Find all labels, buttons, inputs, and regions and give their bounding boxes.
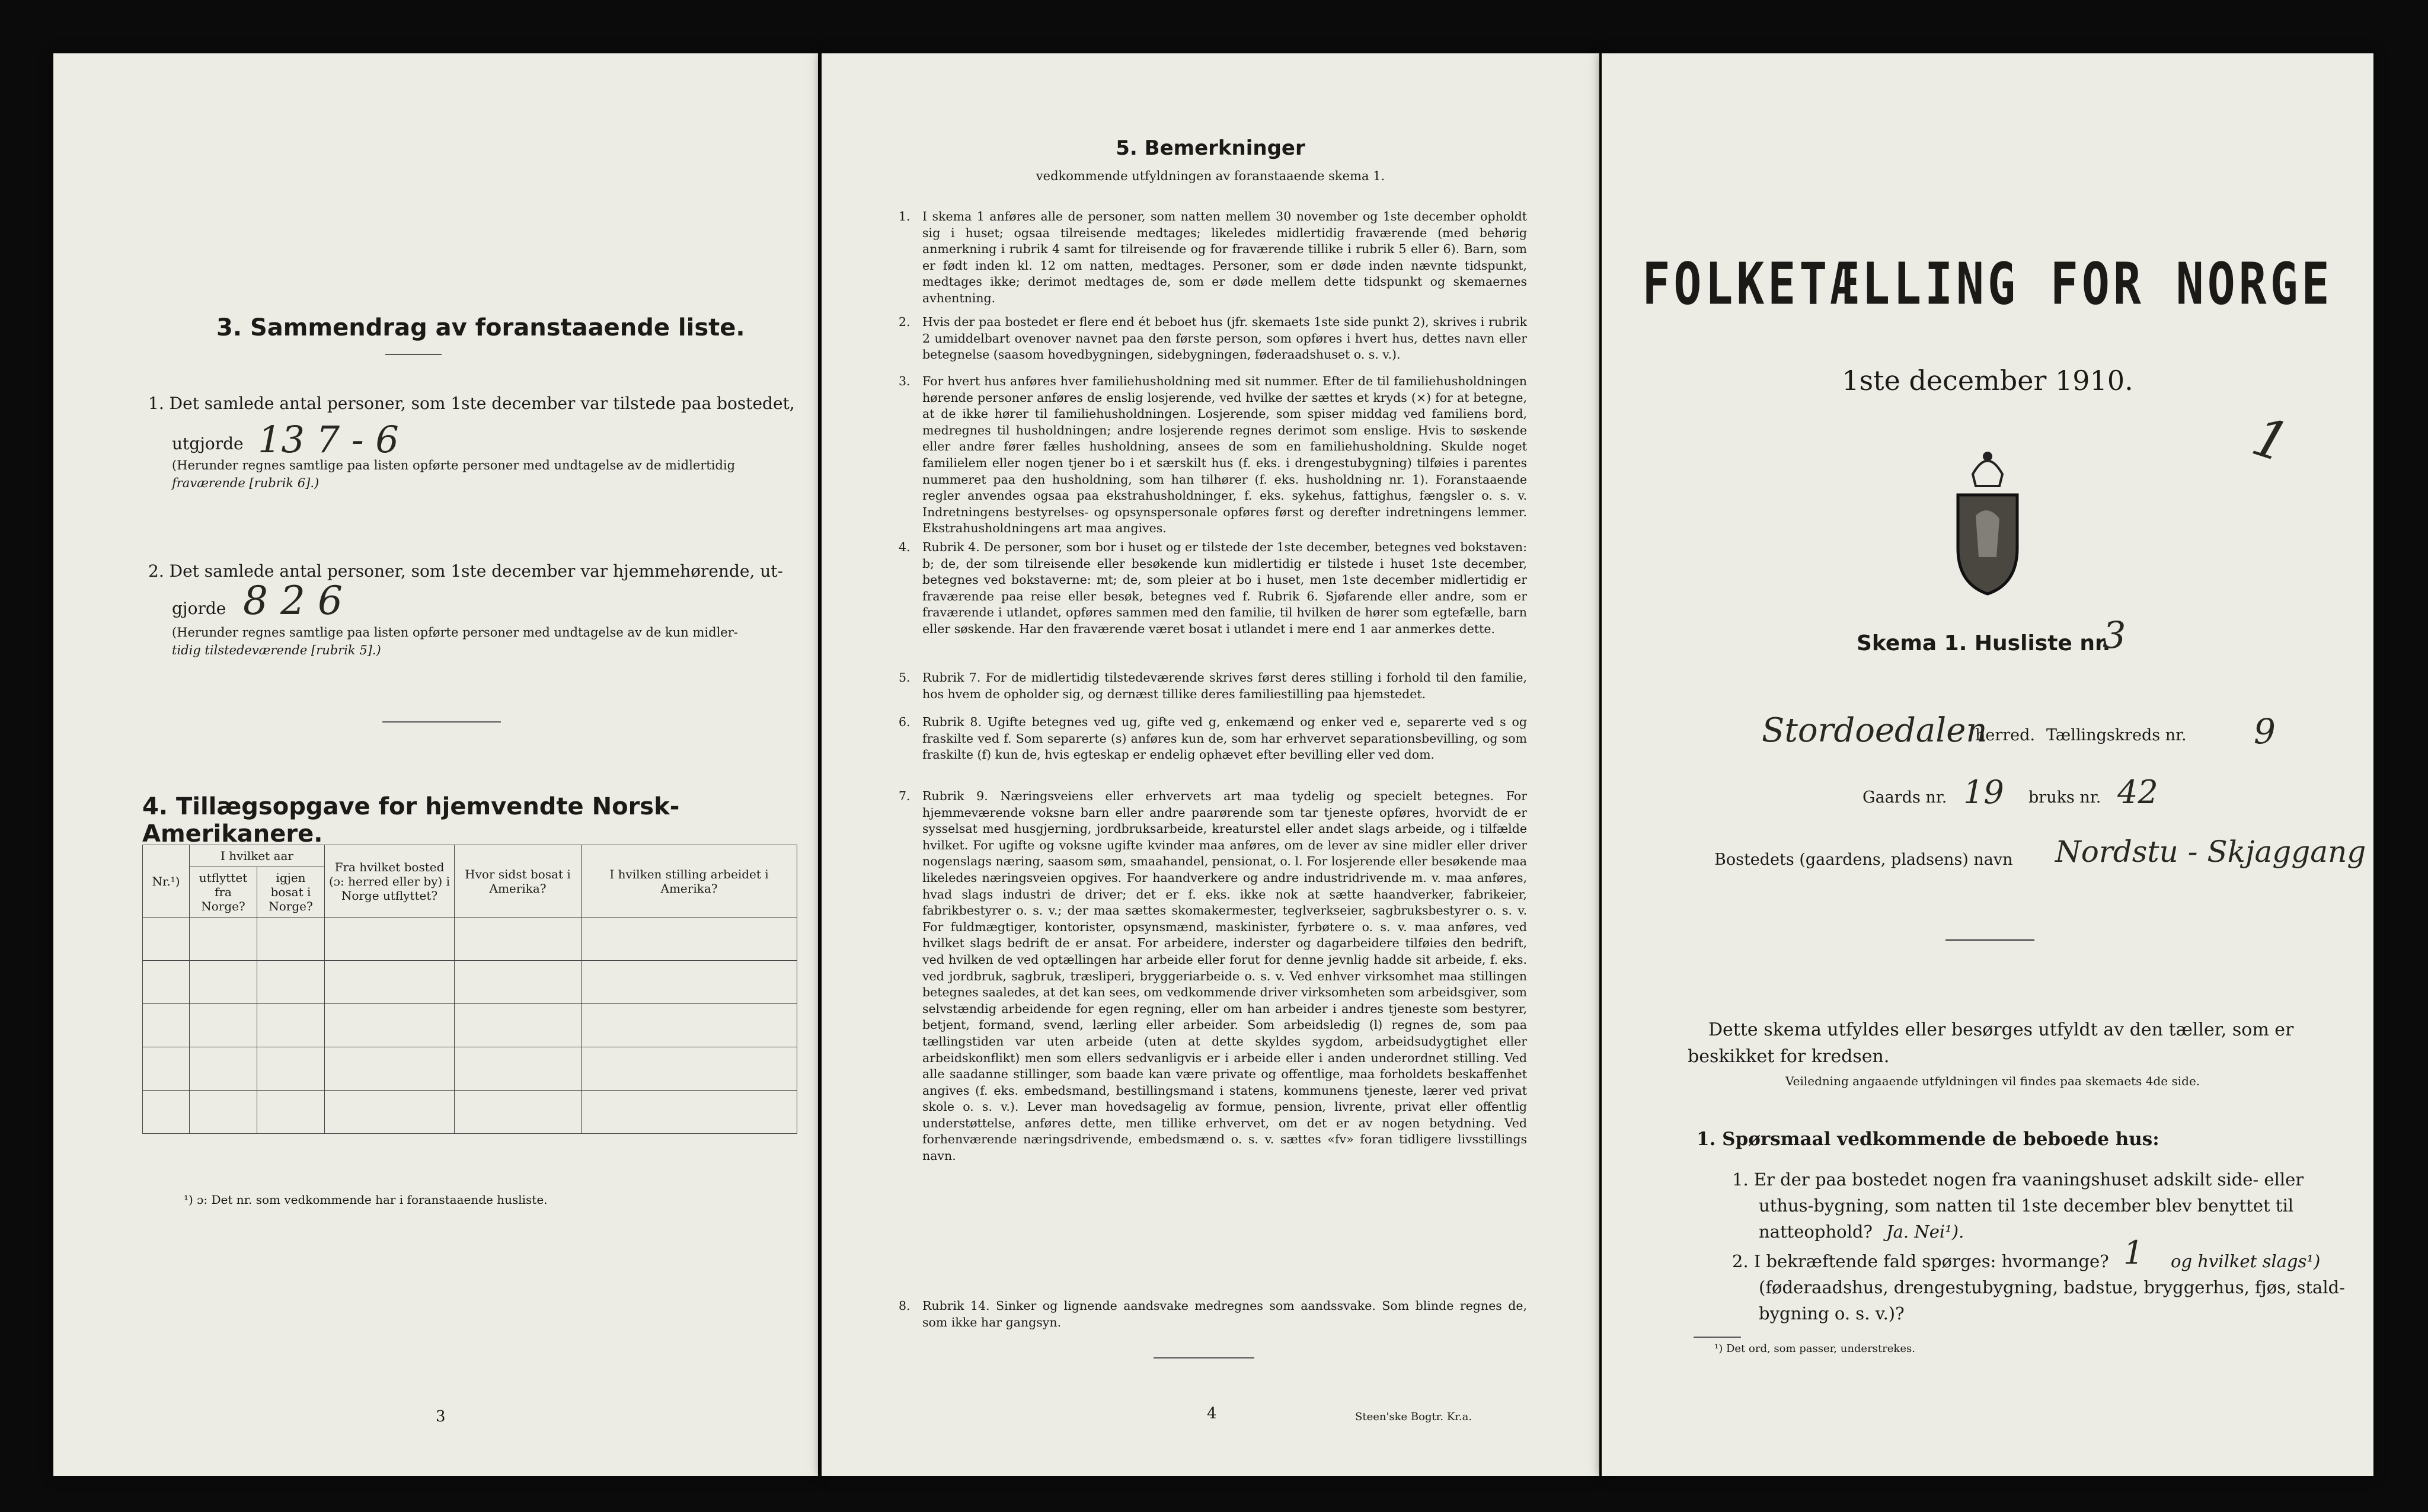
coat-of-arms-icon: [1949, 439, 2026, 599]
col-year: I hvilket aar: [190, 845, 325, 867]
norsk-amerikanere-table: [142, 845, 797, 1134]
herred-label: herred.: [1975, 726, 2036, 744]
item2-handwritten-value: 8 2 6: [243, 578, 343, 624]
section3-title: 3. Sammendrag av foranstaaende liste.: [216, 314, 745, 341]
footnote: ¹) Det ord, som passer, understrekes.: [1714, 1342, 1915, 1355]
bruks-value: 42: [2117, 773, 2158, 811]
q2-line-3: bygning o. s. v.)?: [1759, 1303, 1905, 1324]
item1-handwritten-value: 13 7 - 6: [258, 418, 399, 461]
table-row: [143, 918, 797, 961]
herred-value: Stordoedalen: [1762, 711, 1988, 750]
remark-4: 4. Rubrik 4. De personer, som bor i huset og er tilstede der 1ste december, betegnes ved bokstaven: b; de, der som tilreisende eller besøkende kun midlertidig er tilstede i huset 1ste december, betegnes ved bokstaverne: mt; de, som pleier at bo i huset, men 1ste december midlertidig er fraværende paa reise eller besøk, betegnes ved f. Rubrik 6. Sjøfarende eller andre, som er fraværende i utlandet, opføres sammen med den familie, til hvilken de hører som egtefælle, barn eller søskende. Har den fraværende været bosat i utlandet i mere end 1 aar anmerkes dette.: [899, 540, 1527, 636]
kreds-value: 9: [2254, 711, 2276, 752]
table-row: [143, 961, 797, 1004]
q2-mid: og hvilket slags¹): [2171, 1251, 2321, 1271]
col-emigrated: utflyttet fra Norge?: [190, 867, 257, 918]
intro-note: Veiledning angaaende utfyldningen vil findes paa skemaets 4de side.: [1785, 1074, 2200, 1088]
item1-prefix: utgjorde: [172, 434, 244, 453]
census-date: 1ste december 1910.: [1842, 365, 2133, 397]
item1-text: 1. Det samlede antal personer, som 1ste december var tilstede paa bostedet,: [148, 394, 795, 413]
item2-text: 2. Det samlede antal personer, som 1ste december var hjemmehørende, ut-: [148, 561, 783, 581]
remark-7: 7. Rubrik 9. Næringsveiens eller erhvervets art maa tydelig og specielt betegnes. For hjemmeværende voksne barn eller andre paarørende som tar tjeneste opføres, hvorvidt de er sysselsat med husgjerning, jordbruksarbeide, kreaturstel eller andet slags arbeide, og i tilfælde hvilket. For ugifte og voksne ugifte kvinder maa anføres, om de lever av sine midler eller driver nogenslags næring, saasom søm, smaahandel, pensionat, o. l. For losjerende eller besøkende maa likeledes næringsveien opgives. For haandverkere og andre industridrivende m. v. maa anføres, hvad slags industri de driver; det er f. eks. ikke nok at sætte haandverker, fabrikeier, fabrikbestyrer o. s. v.; der maa sættes skomakermester, teglverkseier, sagbruksbestyrer o. s. v. For fuldmægtiger, kontorister, opsynsmænd, maskinister, fyrbøtere o. s. v. maa anføres, ved hvilket slags bedrift de er ansat. For arbeidere, inderster og dagarbeidere tilføies den bedrift, ved hvilken de ved optællingen har arbeide eller forut for denne jevnlig hadde sit arbeide, f. eks. ved jordbruk, sagbruk, træsliperi, bryggeriarbeide o. s. v. Ved enhver virksomhet maa stillingen betegnes saaledes, at det kan sees, om vedkommende driver virksomheten som arbeidsgiver, som selvstændig arbeidende for egen regning, eller om han arbeider i andres tjeneste som bestyrer, betjent, formand, svend, lærling eller arbeider. Som arbeidsledig (l) regnes de, som paa tællingstiden var uten arbeide (uten at dette skyldes sygdom, arbeidsudygtighet eller arbeidskonflikt) men som ellers sedvanligvis er i arbeide eller i anden underordnet stilling. Ved alle saadanne stillinger, som baade kan være private og offentlige, maa forholdets beskaffenhet angives (f. eks. embedsmand, bestillingsmand i statens, kommunens tjeneste, lærer ved privat skole o. s. v.). Lever man hovedsagelig av formue, pension, livrente, privat eller offentlig understøttelse, anføres dette, men tillike erhvervet, om det er av nogen betydning. Ved forhenværende næringsdrivende, embedsmænd o. s. v. sættes «fv» foran tidligere livsstillings navn.: [899, 789, 1527, 1163]
remark-1: 1. I skema 1 anføres alle de personer, som natten mellem 30 november og 1ste december opholdt sig i huset; ogsaa tilreisende medtages; likeledes midlertidig fraværende (med behørig anmerkning i rubrik 4 samt for tilreisende og for fraværende tillike i rubrik 5 eller 6). Barn, som er født inden kl. 12 om natten, medtages. Personer, som er døde inden nævnte tidspunkt, medtages ikke; derimot medtages de, som er døde mellem dette tidspunkt og skemaernes avhentning.: [899, 209, 1527, 305]
bosted-label: Bostedets (gaardens, pladsens) navn: [1714, 851, 2013, 869]
page-number: 4: [1207, 1405, 1217, 1423]
q2-count: 1: [2123, 1234, 2144, 1271]
table-row: [143, 1004, 797, 1047]
q1-line-2: uthus-bygning, som natten til 1ste december blev benyttet til: [1759, 1195, 2294, 1216]
census-title: FOLKETÆLLING FOR NORGE: [1642, 251, 2333, 318]
item2-note-2: tidig tilstedeværende [rubrik 5].): [172, 643, 381, 657]
schema-label: Skema 1. Husliste nr.: [1857, 631, 2111, 656]
middle-page: [822, 53, 1599, 1476]
remark-6: 6. Rubrik 8. Ugifte betegnes ved ug, gifte ved g, enkemænd og enker ved e, separerte ved s og fraskilte ved f. Som separerte (s) anføres kun de, som har erhvervet separationsbevilling, og som fraskilte (f) kun de, hvis egteskap er endelig ophævet efter bevilling eller ved dom.: [899, 715, 1527, 762]
ornament-divider: [1945, 939, 2034, 941]
section4-title: 4. Tillægsopgave for hjemvendte Norsk-Amerikanere.: [142, 793, 680, 848]
margin-mark: 1: [2245, 405, 2297, 475]
item1-note-1: (Herunder regnes samtlige paa listen opførte personer med undtagelse av de midlertidig: [172, 458, 736, 472]
right-page: [1602, 53, 2373, 1476]
q1-answer: Ja. Nei¹).: [1886, 1222, 1964, 1242]
divider: [382, 721, 501, 723]
intro-line-1: Dette skema utfyldes eller besørges utfyldt av den tæller, som er: [1708, 1019, 2294, 1040]
kreds-label: Tællingskreds nr.: [2046, 726, 2187, 744]
table-row: [143, 1047, 797, 1091]
printer-imprint: Steen'ske Bogtr. Kr.a.: [1355, 1411, 1472, 1423]
col-work: I hvilken stilling arbeidet i Amerika?: [582, 845, 797, 918]
item1-note-2: fraværende [rubrik 6].): [172, 476, 320, 490]
gaards-value: 19: [1963, 773, 2004, 811]
item2-note-1: (Herunder regnes samtlige paa listen opførte personer med undtagelse av de kun midler-: [172, 625, 738, 640]
remark-3: 3. For hvert hus anføres hver familiehusholdning med sit nummer. Efter de til familiehusholdningen hørende personer anføres de enslig losjerende, ved hvilke der sættes et kryds (×) for at betegne, at de ikke hører til familiehusholdningen. Losjerende, som spiser middag ved familiens bord, medregnes til husholdningen; andre losjerende regnes derimot som enslige. Hvis to søskende eller andre fører fælles husholdning, ansees de som en familiehusholdning. Skulde noget familielem eller nogen tjener bo i et særskilt hus (f. eks. i drengestubygning) tilføies i parentes nummeret paa den husholdning, som han tilhører (f. eks. husholdning nr. 1). Foranstaaende regler anvendes ogsaa paa ekstrahusholdninger, f. eks. sykehus, fattighus, fængsler o. s. v. Indretningens bestyrelses- og opsynspersonale opføres først og derefter indretningens lemmer. Ekstrahusholdningens art maa angives.: [899, 374, 1527, 536]
col-lived: Hvor sidst bosat i Amerika?: [455, 845, 582, 918]
q1-line-3: natteophold?: [1759, 1222, 1873, 1242]
remark-2: 2. Hvis der paa bostedet er flere end ét beboet hus (jfr. skemaets 1ste side punkt 2), skrives i rubrik 2 umiddelbart ovenover navnet paa den første person, som opføres i hvert hus, dettes navn eller betegnelse (saasom hovedbygningen, sidebygningen, føderaadshuset o. s. v.).: [899, 315, 1527, 362]
intro-line-2: beskikket for kredsen.: [1688, 1046, 1890, 1067]
q1-line-1: 1. Er der paa bostedet nogen fra vaaningshuset adskilt side- eller: [1732, 1169, 2304, 1190]
remarks-title: 5. Bemerkninger: [1116, 136, 1305, 160]
gaards-label: Gaards nr.: [1862, 788, 1947, 807]
divider: [385, 354, 442, 355]
item2-prefix: gjorde: [172, 599, 226, 618]
bosted-value: Nordstu - Skjaggang: [2055, 835, 2366, 869]
divider: [1154, 1357, 1254, 1358]
table-footnote: ¹) ɔ: Det nr. som vedkommende har i foranstaaende husliste.: [184, 1193, 548, 1207]
page-number: 3: [436, 1408, 446, 1425]
q2-line-2: (føderaadshus, drengestubygning, badstue, bryggerhus, fjøs, stald-: [1759, 1277, 2345, 1297]
table-row: [143, 1091, 797, 1134]
remark-8: 8. Rubrik 14. Sinker og lignende aandsvake medregnes som aandssvake. Som blinde regnes de, som ikke har gangsyn.: [899, 1299, 1527, 1329]
col-returned: igjen bosat i Norge?: [257, 867, 325, 918]
remark-5: 5. Rubrik 7. For de midlertidig tilstedeværende skrives først deres stilling i forhold til den familie, hos hvem de opholder sig, og dernæst tillike deres familiestilling paa hjemstedet.: [899, 670, 1527, 701]
left-page: [53, 53, 818, 1476]
col-nr: Nr.¹): [143, 845, 190, 918]
q2-line-1: 2. I bekræftende fald spørges: hvormange?: [1732, 1251, 2109, 1271]
col-from: Fra hvilket bosted (ɔ: herred eller by) i Norge utflyttet?: [325, 845, 455, 918]
remarks-subtitle: vedkommende utfyldningen av foranstaaende skema 1.: [1036, 169, 1385, 183]
husliste-number: 3: [2103, 613, 2126, 657]
footnote-rule: [1694, 1337, 1741, 1338]
questions-header: 1. Spørsmaal vedkommende de beboede hus:: [1697, 1129, 2159, 1150]
bruks-label: bruks nr.: [2028, 788, 2101, 807]
